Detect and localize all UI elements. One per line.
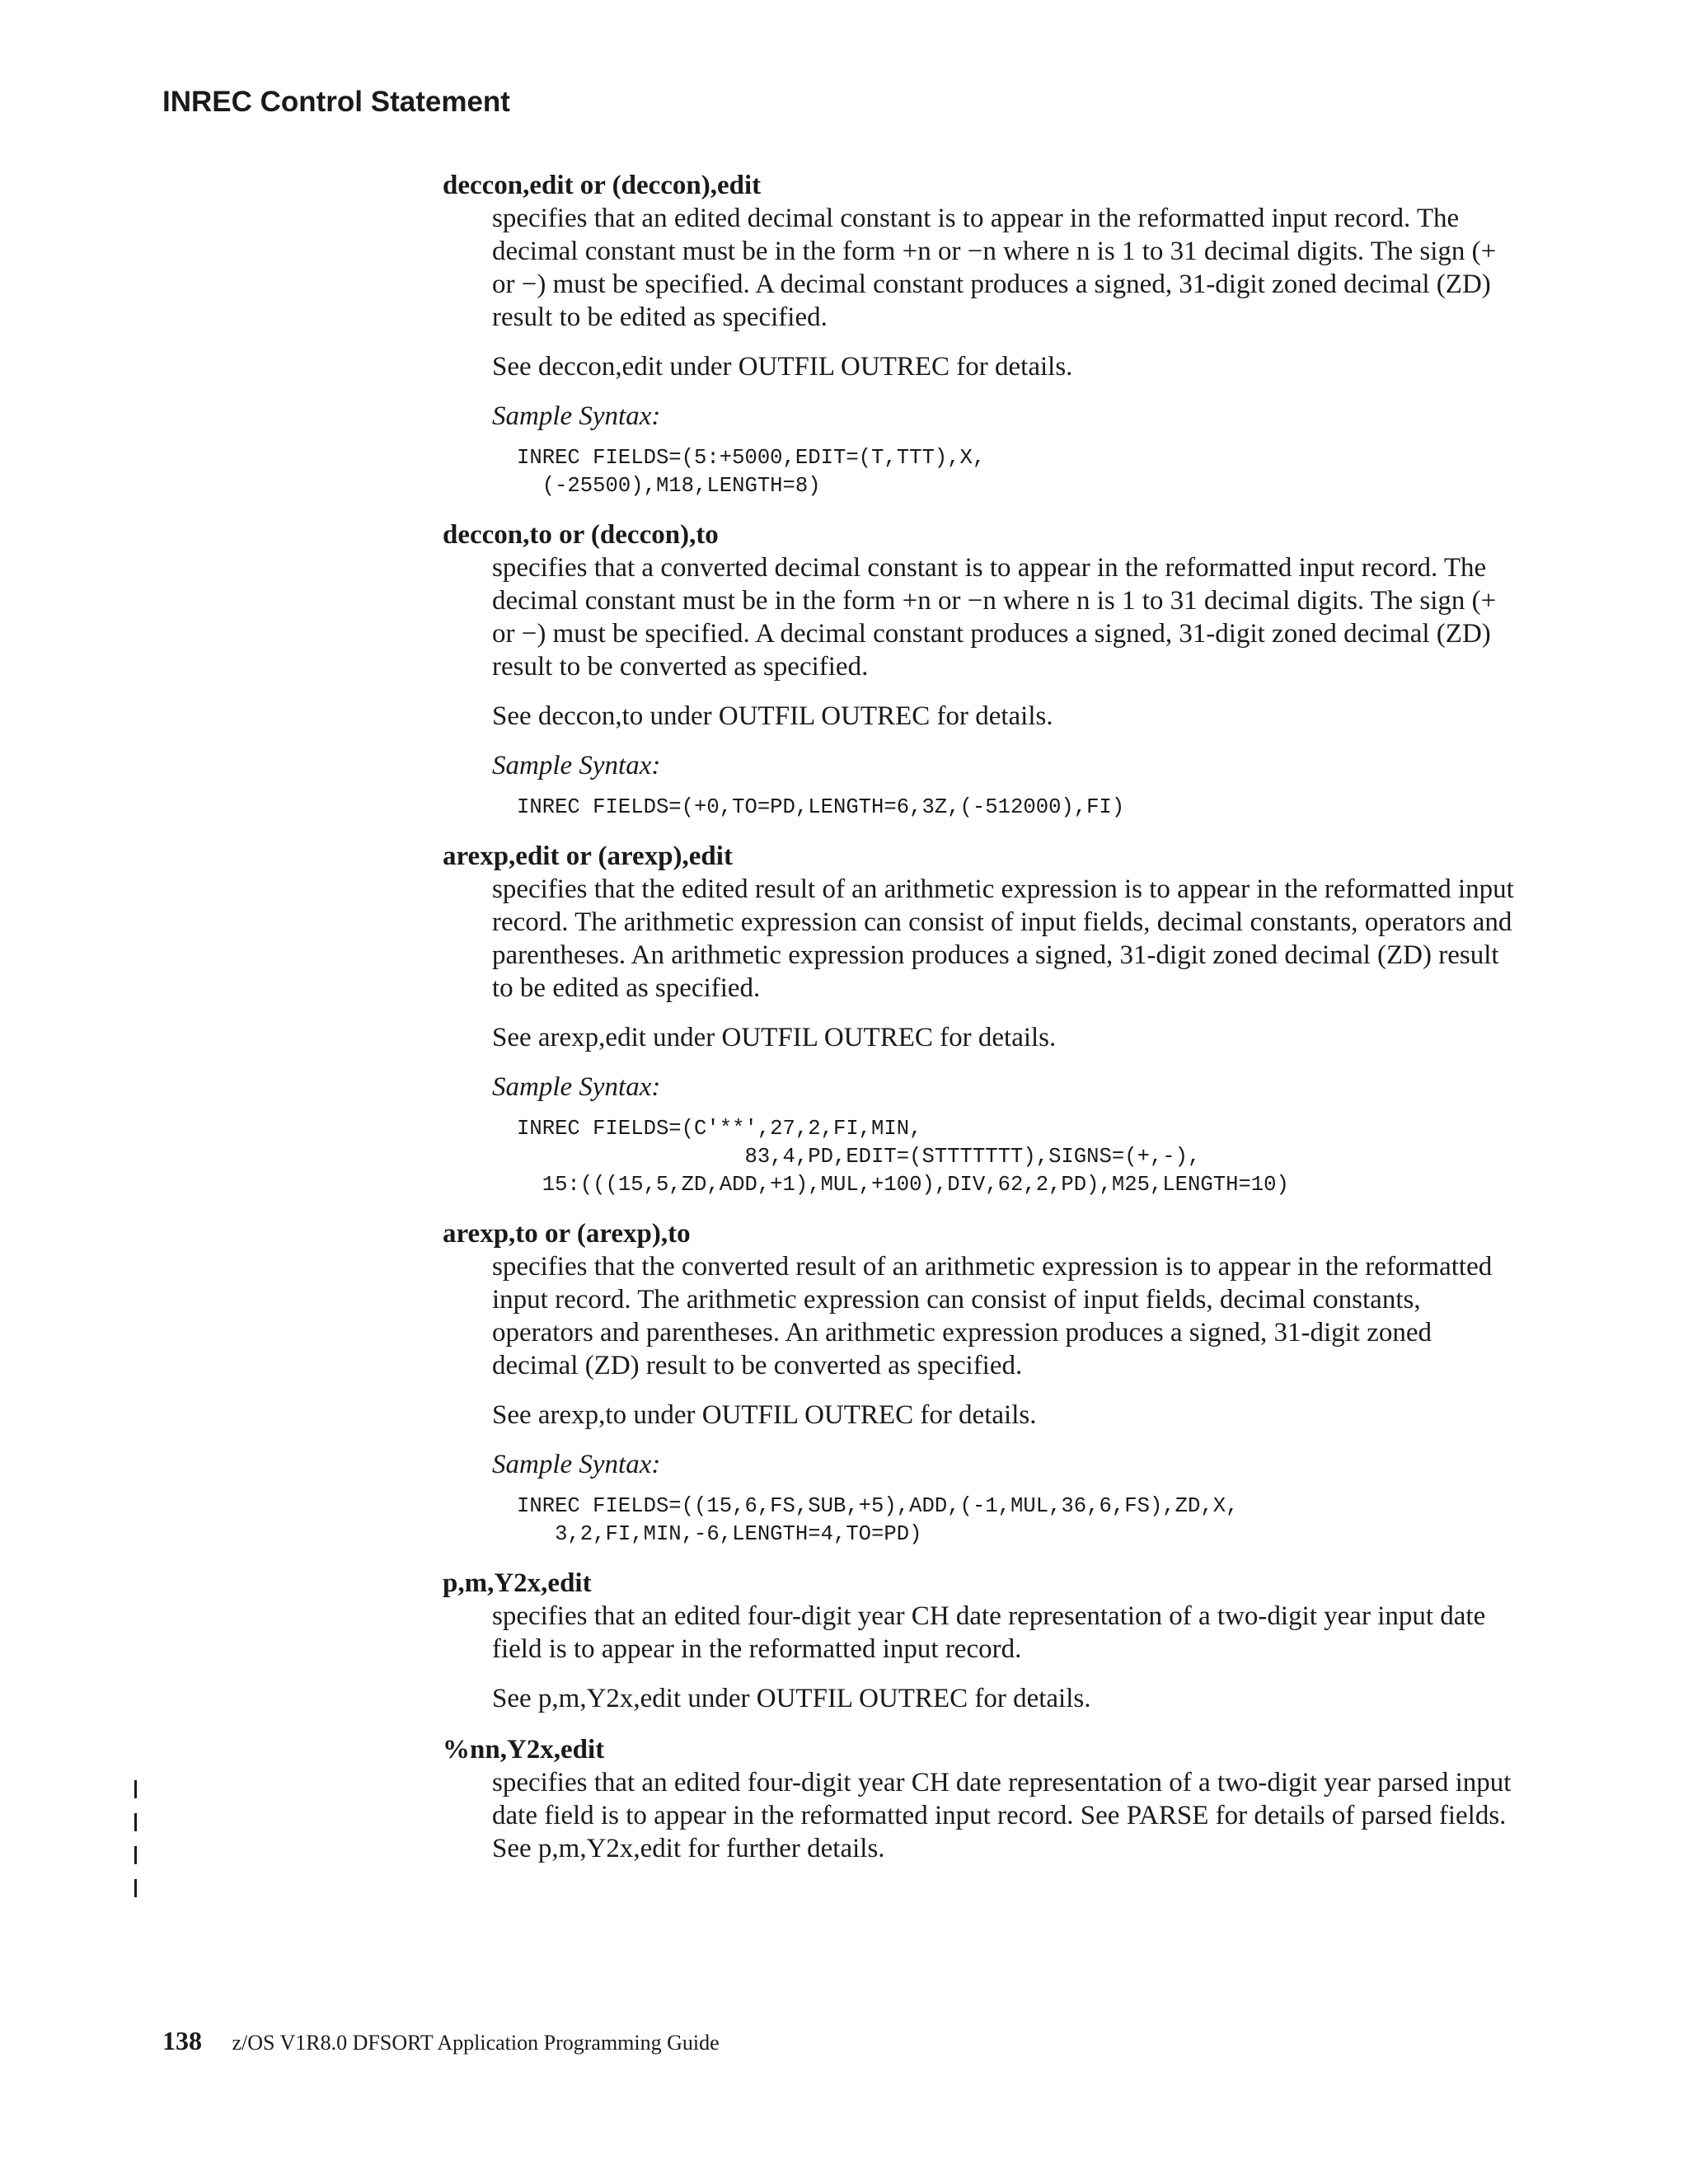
definition-entry — [443, 169, 1514, 500]
sample-syntax-label: Sample Syntax: — [492, 1450, 661, 1479]
definition-body — [492, 202, 1514, 500]
definition-body — [492, 1250, 1514, 1549]
definition-entry — [443, 1567, 1514, 1715]
definition-description: specifies that the converted result of an arithmetic expression is to appear in the reformatted input record. The arithmetic expression can consist of input fields, decimal constants, operators and parentheses. An arithmetic expression produces a signed, 31-digit zoned decimal (ZD) result to be converted as specified. — [492, 1252, 1493, 1380]
definition-description: specifies that an edited four-digit year CH date representation of a two-digit year parsed input date field is to appear in the reformatted input record. See PARSE for details of parsed fields. See p,m,Y2x,edit for further details. — [492, 1768, 1512, 1863]
definition-reference: See arexp,edit under OUTFIL OUTREC for details. — [492, 1023, 1057, 1052]
content-area — [443, 169, 1514, 1883]
definition-entry — [443, 518, 1514, 822]
definition-entry — [443, 1733, 1514, 1865]
definition-entry — [443, 840, 1514, 1199]
definition-description: specifies that an edited four-digit year CH date representation of a two-digit year input date field is to appear in the reformatted input record. — [492, 1601, 1486, 1664]
sample-syntax-label: Sample Syntax: — [492, 751, 661, 780]
definition-body — [492, 1600, 1514, 1715]
sample-syntax-code: INREC FIELDS=((15,6,FS,SUB,+5),ADD,(-1,MUL,36,6,FS),ZD,X, 3,2,FI,MIN,-6,LENGTH=4,TO=PD) — [517, 1494, 1239, 1546]
definition-term: deccon,edit or (deccon),edit — [443, 171, 762, 200]
definition-term: p,m,Y2x,edit — [443, 1568, 592, 1598]
definition-description: specifies that a converted decimal constant is to appear in the reformatted input record. The decimal constant must be in the form +n or −n where n is 1 to 31 decimal digits. The sign (+ or −) must be specified. A decimal constant produces a signed, 31-digit zoned decimal (ZD) result to be converted as specified. — [492, 553, 1497, 682]
book-title: z/OS V1R8.0 DFSORT Application Programming Guide — [232, 2031, 720, 2055]
definition-body — [492, 1766, 1514, 1865]
page-footer — [162, 2026, 720, 2056]
sample-syntax-code: INREC FIELDS=(C'**',27,2,FI,MIN, 83,4,PD,EDIT=(STTTTTTT),SIGNS=(+,-), 15:(((15,5,ZD,ADD,+1),MUL,+100),DIV,62,2,PD),M25,LENGTH=10) — [517, 1117, 1289, 1197]
sample-syntax-label: Sample Syntax: — [492, 1072, 661, 1102]
definition-reference: See arexp,to under OUTFIL OUTREC for details. — [492, 1400, 1037, 1430]
definition-entry — [443, 1217, 1514, 1549]
definition-term: arexp,to or (arexp),to — [443, 1219, 691, 1249]
definition-body — [492, 551, 1514, 822]
definition-term: arexp,edit or (arexp),edit — [443, 841, 733, 871]
definition-description: specifies that an edited decimal constant is to appear in the reformatted input record. The decimal constant must be in the form +n or −n where n is 1 to 31 decimal digits. The sign (+ or −) must be specified. A decimal constant produces a signed, 31-digit zoned decimal (ZD) result to be edited as specified. — [492, 204, 1497, 332]
change-bar — [134, 1813, 137, 1831]
definition-term: %nn,Y2x,edit — [443, 1735, 605, 1765]
sample-syntax-code: INREC FIELDS=(5:+5000,EDIT=(T,TTT),X, (-25500),M18,LENGTH=8) — [517, 446, 986, 498]
sample-syntax-code: INREC FIELDS=(+0,TO=PD,LENGTH=6,3Z,(-512000),FI) — [517, 795, 1125, 819]
definition-reference: See deccon,edit under OUTFIL OUTREC for details. — [492, 352, 1073, 382]
definition-reference: See p,m,Y2x,edit under OUTFIL OUTREC for details. — [492, 1684, 1091, 1713]
definition-body — [492, 873, 1514, 1199]
definition-reference: See deccon,to under OUTFIL OUTREC for details. — [492, 701, 1053, 731]
change-bar — [134, 1846, 137, 1864]
sample-syntax-label: Sample Syntax: — [492, 401, 661, 431]
definition-term: deccon,to or (deccon),to — [443, 520, 719, 550]
definition-description: specifies that the edited result of an arithmetic expression is to appear in the reformatted input record. The arithmetic expression can consist of input fields, decimal constants, operators and parentheses. An arithmetic expression produces a signed, 31-digit zoned decimal (ZD) result to be edited as specified. — [492, 874, 1514, 1003]
change-bar — [134, 1879, 137, 1897]
page-number: 138 — [162, 2026, 202, 2055]
change-bar — [134, 1780, 137, 1798]
running-header: INREC Control Statement — [162, 86, 510, 118]
